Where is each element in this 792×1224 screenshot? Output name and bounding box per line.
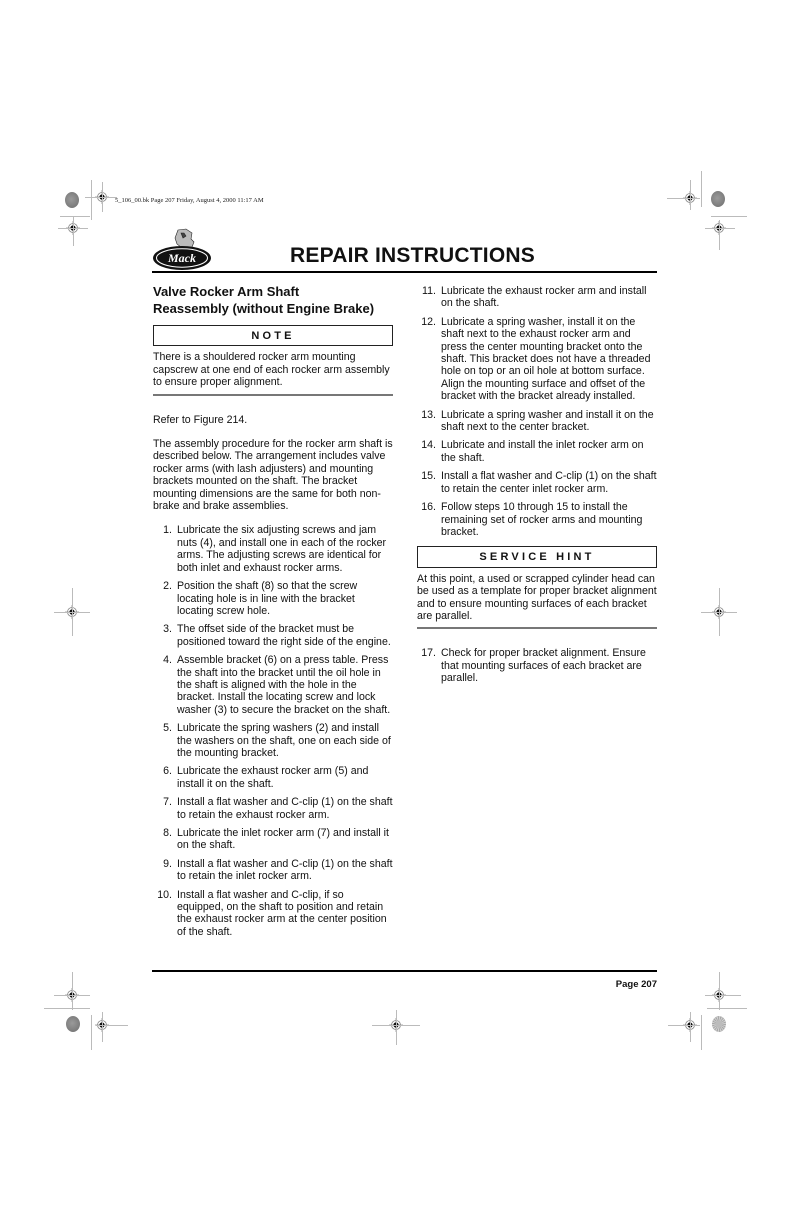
step-item — [153, 524, 393, 574]
crop-line — [91, 180, 92, 220]
step-item — [153, 623, 393, 648]
note-body: There is a shouldered rocker arm mounting capscrew at one end of each rocker arm assembly to ensure proper alignment. — [153, 351, 393, 395]
step-text: Install a flat washer and C-clip (1) on the shaft to retain the exhaust rocker arm. — [177, 796, 393, 821]
step-number: 14. — [421, 439, 436, 452]
crop-line — [72, 972, 73, 1010]
step-number: 10. — [157, 888, 172, 901]
page-number: Page 207 — [615, 979, 657, 990]
step-number: 8. — [163, 827, 172, 839]
step-item — [153, 722, 393, 759]
step-item — [417, 647, 657, 684]
crop-line — [54, 995, 90, 996]
section-title-line: Valve Rocker Arm Shaft — [153, 284, 300, 299]
section-title — [153, 283, 393, 317]
crop-line — [102, 1012, 103, 1042]
crop-line — [668, 1025, 700, 1026]
crop-line — [690, 180, 691, 210]
logo-text: Mack — [168, 251, 196, 265]
crop-line — [701, 1015, 702, 1050]
step-text: Lubricate the exhaust rocker arm (5) and install it on the shaft. — [177, 765, 369, 790]
step-text: Lubricate a spring washer, install it on the shaft next to the exhaust rocker arm and press the center mounting bracket onto the shaft. This bracket does not have a threaded hole on top or an oil hole at bottom surface. Align the mounting surface and offset of the bracket with the bracket already installed. — [441, 315, 651, 403]
step-number: 6. — [163, 765, 172, 778]
crop-line — [701, 171, 702, 207]
section-title-line: Reassembly (without Engine Brake) — [153, 301, 375, 316]
step-item — [153, 796, 393, 821]
header-rule — [152, 271, 657, 273]
crop-line — [719, 972, 720, 1010]
footer-rule — [152, 970, 657, 972]
crop-line — [96, 1025, 128, 1026]
print-slug: 5_106_00.bk Page 207 Friday, August 4, 2000 11:17 AM — [115, 197, 264, 204]
step-number: 9. — [163, 857, 172, 870]
crop-line — [690, 1012, 691, 1042]
step-number: 2. — [163, 580, 172, 593]
step-text: Lubricate the spring washers (2) and install the washers on the shaft, one on each side of the mounting bracket. — [177, 722, 391, 759]
right-column — [417, 285, 657, 691]
crop-line — [711, 216, 747, 217]
step-text: Lubricate and install the inlet rocker arm on the shaft. — [441, 439, 644, 464]
step-text: Check for proper bracket alignment. Ensure that mounting surfaces of each bracket are parallel. — [441, 647, 646, 685]
step-text: Lubricate the exhaust rocker arm and install on the shaft. — [441, 285, 647, 310]
step-item — [417, 439, 657, 464]
step-number: 7. — [163, 796, 172, 809]
crop-line — [91, 1015, 92, 1050]
step-number: 11. — [422, 285, 436, 297]
note-header: NOTE — [153, 325, 393, 346]
crop-line — [102, 182, 103, 212]
crop-line — [73, 216, 74, 246]
step-text: Lubricate the inlet rocker arm (7) and install it on the shaft. — [177, 827, 389, 852]
service-hint-header: SERVICE HINT — [417, 546, 657, 567]
step-item — [153, 889, 393, 939]
page-title: REPAIR INSTRUCTIONS — [290, 244, 535, 267]
steps-list-final — [417, 647, 657, 684]
step-number: 1. — [163, 524, 172, 537]
crop-line — [705, 995, 741, 996]
step-item — [417, 316, 657, 403]
crop-line — [60, 216, 90, 217]
step-text: Lubricate the six adjusting screws and jam nuts (4), and install one in each of the rocker arms. The adjusting screws are identical for both inlet and exhaust rocker arms. — [177, 524, 387, 574]
crop-line — [667, 198, 700, 199]
color-bar-disc-icon — [66, 1016, 80, 1032]
service-hint-body: At this point, a used or scrapped cylinder head can be used as a template for proper bracket alignment and to ensure mounting surfaces of each bracket are parallel. — [417, 573, 657, 630]
step-text: Lubricate a spring washer and install it on the shaft next to the center bracket. — [441, 408, 654, 434]
step-text: Install a flat washer and C-clip, if so equipped, on the shaft to position and retain the exhaust rocker arm at the center position of the shaft. — [177, 888, 387, 938]
step-item — [417, 409, 657, 434]
crop-line — [701, 612, 737, 613]
step-number: 3. — [163, 623, 172, 636]
step-item — [153, 654, 393, 716]
crop-line — [85, 197, 117, 198]
color-bar-disc-icon — [712, 1016, 726, 1032]
crop-line — [719, 220, 720, 250]
crop-line — [54, 612, 90, 613]
step-item — [153, 827, 393, 852]
step-number: 13. — [421, 408, 436, 421]
step-number: 12. — [421, 315, 436, 328]
figure-reference: Refer to Figure 214. — [153, 413, 248, 426]
step-item — [417, 501, 657, 538]
steps-list-left — [153, 524, 393, 938]
step-item — [153, 765, 393, 790]
step-number: 5. — [163, 722, 172, 735]
step-text: Install a flat washer and C-clip (1) on the shaft to retain the center inlet rocker arm. — [441, 470, 657, 495]
color-bar-disc-icon — [65, 192, 79, 208]
step-item — [153, 858, 393, 883]
step-text: Position the shaft (8) so that the screw locating hole is in line with the bracket locating screw hole. — [177, 580, 358, 617]
crop-line — [705, 228, 735, 229]
step-item — [153, 580, 393, 617]
step-number: 17. — [421, 647, 436, 660]
crop-line — [707, 1008, 747, 1009]
crop-line — [396, 1010, 397, 1045]
step-text: Assemble bracket (6) on a press table. Press the shaft into the bracket until the oil hole in the shaft is aligned with the hole in the bracket. Install the locating screw and lock washer (3) to secure the bracket on the shaft. — [177, 654, 391, 716]
steps-list-right — [417, 285, 657, 538]
step-item — [417, 285, 657, 310]
crop-line — [44, 1008, 90, 1009]
step-number: 15. — [421, 470, 436, 483]
step-text: Install a flat washer and C-clip (1) on the shaft to retain the inlet rocker arm. — [177, 857, 393, 883]
left-column — [153, 283, 393, 944]
step-text: The offset side of the bracket must be positioned toward the right side of the engine. — [177, 623, 391, 648]
intro-paragraph: The assembly procedure for the rocker arm shaft is described below. The arrangement includes valve rocker arms (with lash adjusters) and mounting brackets mounted on the shaft. The bracket mounting dimensions are the same for both non-brake and brake assemblies. — [153, 438, 393, 513]
step-item — [417, 470, 657, 495]
step-text: Follow steps 10 through 15 to install the remaining set of rocker arms and mounting bracket. — [441, 501, 643, 538]
step-number: 16. — [421, 501, 436, 514]
crop-line — [58, 228, 88, 229]
step-number: 4. — [163, 654, 172, 667]
color-bar-disc-icon — [711, 191, 725, 207]
mack-bulldog-logo — [152, 228, 216, 272]
